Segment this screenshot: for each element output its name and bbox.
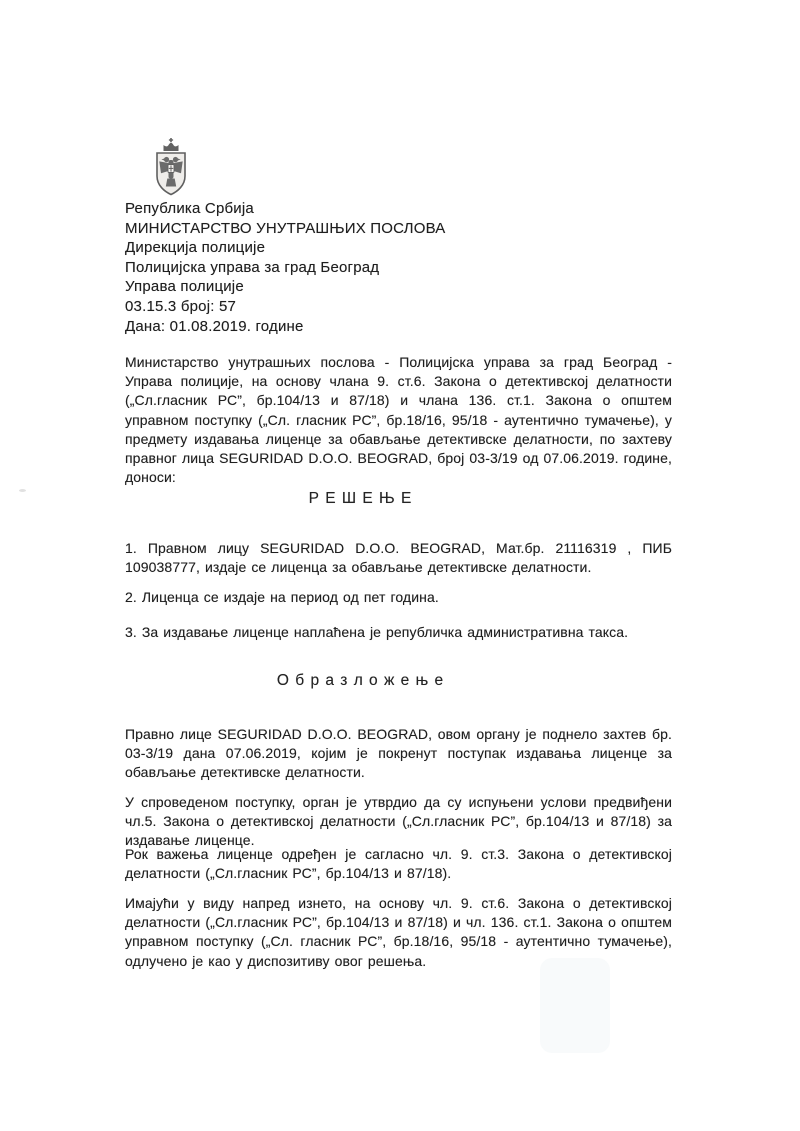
intro-paragraph: Министарство унутрашњих послова - Полицијска управа за град Београд - Управа полиције, на основу члана 9. ст.6. Закона о детективској делатности („Сл.гласник РС”, бр.104/13 и 87/18) и члана 136. ст.1. Закона о општем управном поступку („Сл. гласник РС”, бр.18/16, 95/18 - аутентично тумачење), у предмету издавања лиценце за обављање детективске делатности, по захтеву правног лица SEGURIDAD D.O.O. BEOGRAD, број 03-3/19 од 07.06.2019. године, доноси:	[125, 354, 672, 486]
rationale-paragraph-1: Правно лице SEGURIDAD D.O.O. BEOGRAD, овом органу је поднело захтев бр. 03-3/19 дана 07.06.2019, којим је покренут поступак издавања лиценце за обављање детективске делатности.	[125, 726, 672, 781]
decision-title: Р Е Ш Е Њ Е	[308, 490, 413, 507]
letterhead-directorate: Дирекција полиције	[125, 239, 266, 257]
decision-item-2: 2. Лиценца се издаје на период од пет година.	[125, 589, 439, 605]
rationale-paragraph-2: У спроведеном поступку, орган је утврдио да су испуњени услови предвиђени чл.5. Закона о детективској делатности („Сл.гласник РС”, бр.104/13 и 87/18) за издавање лиценце.	[125, 794, 672, 849]
letterhead-reference-number: 03.15.3 број: 57	[125, 297, 237, 315]
letterhead-police-department: Управа полиције	[125, 278, 244, 296]
serbia-coat-of-arms-icon	[148, 138, 194, 198]
letterhead-ministry: МИНИСТАРСТВО УНУТРАШЊИХ ПОСЛОВА	[125, 219, 446, 237]
letterhead	[125, 199, 685, 336]
letterhead-country: Република Србија	[125, 200, 254, 217]
rationale-title: О б р а з л о ж е њ е	[276, 672, 445, 689]
letterhead-police-administration: Полицијска управа за град Београд	[125, 258, 380, 276]
rationale-paragraph-3: Рок важења лиценце одређен је сагласно чл. 9. ст.3. Закона о детективској делатности („Сл.гласник РС”, бр.104/13 и 87/18).	[125, 846, 672, 882]
rationale-paragraph-4: Имајући у виду напред изнето, на основу чл. 9. ст.6. Закона о детективској делатности („Сл.гласник РС”, бр.104/13 и 87/18) и чл. 136. ст.1. Закона о општем управном поступку („Сл. гласник РС”, бр.18/16, 95/18 - аутентично тумачење), одлучено је као у диспозитиву овог решења.	[125, 895, 672, 969]
decision-item-3: 3. За издавање лиценце наплаћена је републичка административна такса.	[125, 624, 629, 640]
scan-smudge	[540, 958, 610, 1053]
scan-speck	[19, 489, 26, 492]
decision-item-1: 1. Правном лицу SEGURIDAD D.O.O. BEOGRAD, Мат.бр. 21116319 , ПИБ 109038777, издаје се лиценца за обављање детективске делатности.	[125, 540, 672, 576]
letterhead-date: Дана: 01.08.2019. године	[125, 317, 304, 335]
